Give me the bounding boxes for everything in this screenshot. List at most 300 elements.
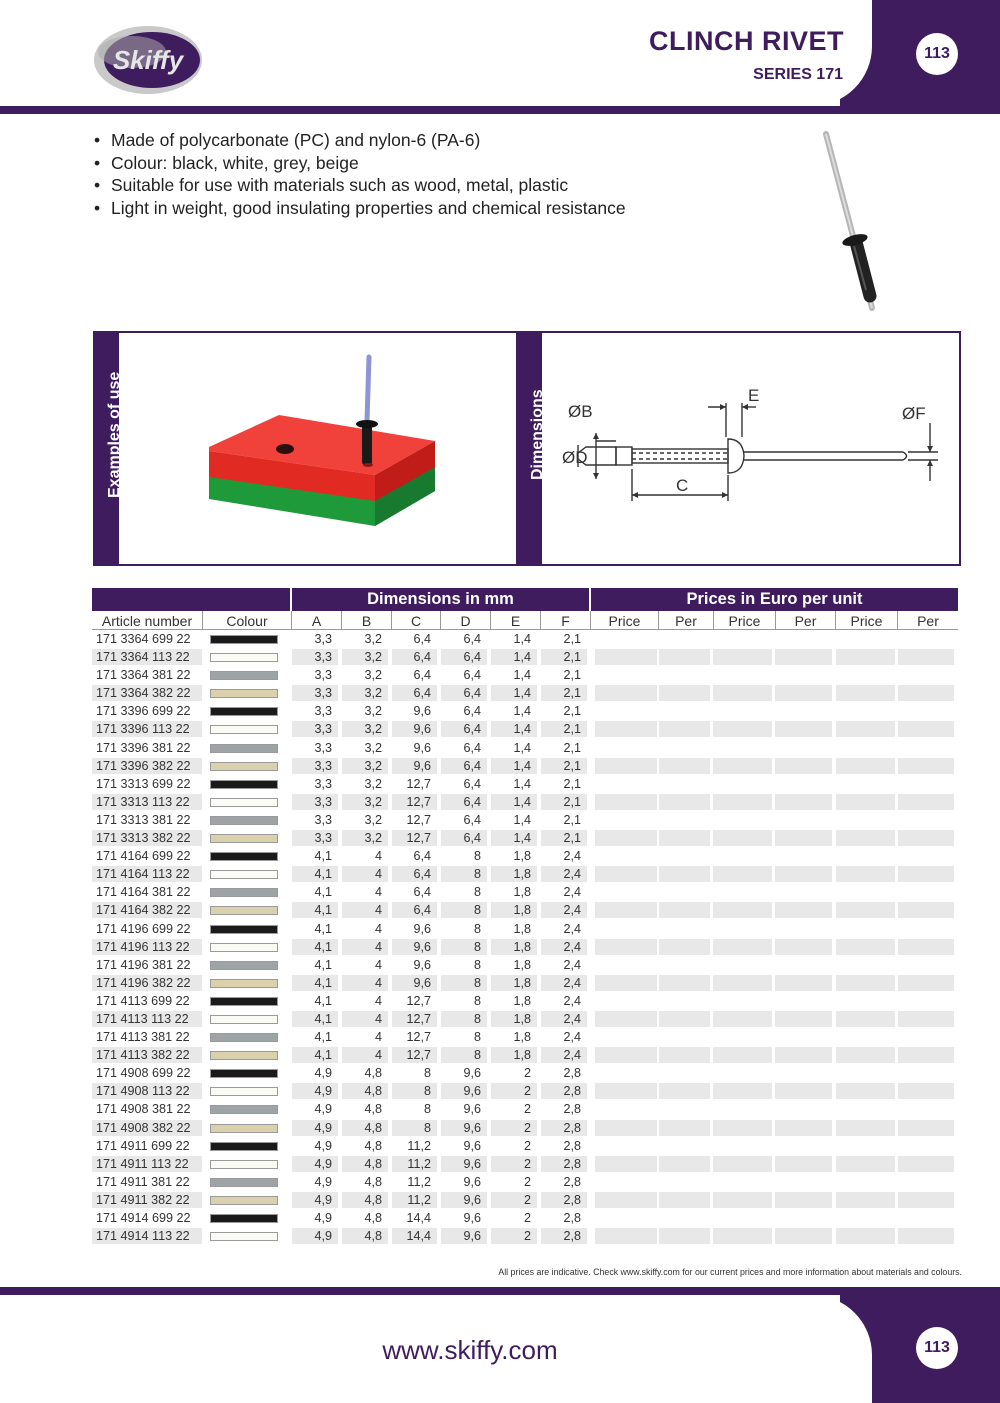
cell-d: 6,4 bbox=[441, 812, 487, 828]
cell-price bbox=[898, 921, 954, 937]
cell-price bbox=[775, 812, 832, 828]
cell-price bbox=[659, 649, 710, 665]
cell-e: 2 bbox=[491, 1065, 537, 1081]
cell-e: 2 bbox=[491, 1120, 537, 1136]
cell-price bbox=[595, 1228, 657, 1244]
cell-b: 4,8 bbox=[342, 1174, 388, 1190]
cell-colour bbox=[204, 957, 286, 973]
cell-price bbox=[713, 1138, 772, 1154]
website-link[interactable]: www.skiffy.com bbox=[382, 1335, 558, 1365]
table-row bbox=[92, 811, 958, 829]
cell-b: 3,2 bbox=[342, 703, 388, 719]
cell-price bbox=[659, 776, 710, 792]
cell-d: 8 bbox=[441, 1029, 487, 1045]
cell-price bbox=[836, 794, 895, 810]
cell-colour bbox=[204, 939, 286, 955]
cell-price bbox=[836, 740, 895, 756]
cell-price bbox=[898, 1228, 954, 1244]
cell-colour bbox=[204, 1138, 286, 1154]
cell-price bbox=[659, 1174, 710, 1190]
cell-price bbox=[775, 884, 832, 900]
cell-article-number: 171 4196 699 22 bbox=[92, 921, 202, 937]
cell-price bbox=[775, 1101, 832, 1117]
cell-price bbox=[595, 830, 657, 846]
cell-article-number: 171 4908 382 22 bbox=[92, 1120, 202, 1136]
cell-price bbox=[659, 758, 710, 774]
cell-price bbox=[713, 667, 772, 683]
cell-price bbox=[775, 866, 832, 882]
cell-f: 2,1 bbox=[541, 649, 587, 665]
cell-price bbox=[595, 703, 657, 719]
cell-price bbox=[898, 975, 954, 991]
cell-price bbox=[713, 884, 772, 900]
cell-price bbox=[898, 939, 954, 955]
cell-price bbox=[659, 1192, 710, 1208]
cell-price bbox=[775, 685, 832, 701]
table-row bbox=[92, 1173, 958, 1191]
cell-colour bbox=[204, 1210, 286, 1226]
colour-swatch-beige bbox=[210, 1051, 278, 1060]
cell-e: 2 bbox=[491, 1101, 537, 1117]
cell-price bbox=[659, 921, 710, 937]
cell-e: 1,8 bbox=[491, 921, 537, 937]
cell-price bbox=[659, 1138, 710, 1154]
colour-swatch-black bbox=[210, 1142, 278, 1151]
cell-price bbox=[775, 631, 832, 647]
cell-article-number: 171 4164 382 22 bbox=[92, 902, 202, 918]
cell-price bbox=[595, 667, 657, 683]
colour-swatch-grey bbox=[210, 744, 278, 753]
svg-text:Skiffy: Skiffy bbox=[112, 45, 184, 75]
col-price-2: Price bbox=[714, 611, 776, 630]
cell-price bbox=[836, 993, 895, 1009]
cell-e: 1,8 bbox=[491, 993, 537, 1009]
cell-price bbox=[775, 1228, 832, 1244]
cell-d: 6,4 bbox=[441, 776, 487, 792]
cell-price bbox=[595, 848, 657, 864]
svg-text:ØD: ØD bbox=[562, 448, 588, 467]
cell-price bbox=[836, 1138, 895, 1154]
cell-price bbox=[713, 902, 772, 918]
cell-price bbox=[659, 1029, 710, 1045]
cell-price bbox=[659, 1083, 710, 1099]
cell-price bbox=[713, 758, 772, 774]
page-subtitle: SERIES 171 bbox=[753, 66, 843, 83]
cell-e: 1,8 bbox=[491, 866, 537, 882]
cell-price bbox=[775, 740, 832, 756]
cell-price bbox=[836, 939, 895, 955]
cell-price bbox=[713, 957, 772, 973]
table-row bbox=[92, 757, 958, 775]
cell-f: 2,1 bbox=[541, 740, 587, 756]
cell-price bbox=[836, 1101, 895, 1117]
cell-colour bbox=[204, 884, 286, 900]
cell-f: 2,4 bbox=[541, 866, 587, 882]
cell-d: 6,4 bbox=[441, 703, 487, 719]
table-row bbox=[92, 684, 958, 702]
cell-d: 8 bbox=[441, 939, 487, 955]
cell-c: 12,7 bbox=[392, 830, 437, 846]
cell-price bbox=[898, 884, 954, 900]
col-per-3: Per bbox=[917, 612, 939, 629]
cell-price bbox=[659, 866, 710, 882]
colour-swatch-white bbox=[210, 870, 278, 879]
cell-f: 2,4 bbox=[541, 848, 587, 864]
cell-price bbox=[775, 1156, 832, 1172]
cell-price bbox=[595, 921, 657, 937]
cell-f: 2,4 bbox=[541, 939, 587, 955]
col-d: D bbox=[441, 611, 491, 630]
cell-d: 9,6 bbox=[441, 1101, 487, 1117]
svg-text:E: E bbox=[748, 386, 760, 405]
cell-price bbox=[595, 1210, 657, 1226]
cell-f: 2,8 bbox=[541, 1174, 587, 1190]
cell-colour bbox=[204, 685, 286, 701]
cell-f: 2,4 bbox=[541, 1047, 587, 1063]
cell-price bbox=[836, 1156, 895, 1172]
cell-f: 2,4 bbox=[541, 1011, 587, 1027]
rivet-photo bbox=[820, 130, 890, 316]
table-row bbox=[92, 938, 958, 956]
cell-article-number: 171 4908 699 22 bbox=[92, 1065, 202, 1081]
cell-d: 9,6 bbox=[441, 1138, 487, 1154]
cell-price bbox=[898, 667, 954, 683]
cell-colour bbox=[204, 631, 286, 647]
table-row bbox=[92, 974, 958, 992]
col-f: F bbox=[541, 611, 591, 630]
cell-price bbox=[836, 812, 895, 828]
cell-a: 4,9 bbox=[292, 1083, 338, 1099]
cell-d: 8 bbox=[441, 848, 487, 864]
cell-d: 8 bbox=[441, 921, 487, 937]
table-row bbox=[92, 920, 958, 938]
cell-price bbox=[898, 812, 954, 828]
cell-e: 1,8 bbox=[491, 1029, 537, 1045]
cell-price bbox=[713, 1192, 772, 1208]
cell-c: 12,7 bbox=[392, 1047, 437, 1063]
col-per-2: Per bbox=[776, 611, 836, 630]
cell-price bbox=[595, 1156, 657, 1172]
colour-swatch-white bbox=[210, 943, 278, 952]
cell-price bbox=[595, 776, 657, 792]
cell-colour bbox=[204, 1156, 286, 1172]
cell-e: 1,8 bbox=[491, 1011, 537, 1027]
footer-page-number-badge: 113 bbox=[916, 1327, 958, 1369]
cell-a: 4,9 bbox=[292, 1210, 338, 1226]
cell-price bbox=[775, 649, 832, 665]
cell-d: 6,4 bbox=[441, 667, 487, 683]
cell-c: 9,6 bbox=[392, 975, 437, 991]
cell-a: 3,3 bbox=[292, 830, 338, 846]
cell-price bbox=[898, 1120, 954, 1136]
cell-c: 12,7 bbox=[392, 812, 437, 828]
cell-d: 6,4 bbox=[441, 685, 487, 701]
colour-swatch-grey bbox=[210, 961, 278, 970]
table-row bbox=[92, 666, 958, 684]
cell-d: 9,6 bbox=[441, 1065, 487, 1081]
cell-price bbox=[898, 649, 954, 665]
cell-price bbox=[775, 1083, 832, 1099]
cell-d: 8 bbox=[441, 884, 487, 900]
cell-a: 4,1 bbox=[292, 866, 338, 882]
cell-e: 1,8 bbox=[491, 902, 537, 918]
cell-price bbox=[836, 902, 895, 918]
cell-price bbox=[713, 740, 772, 756]
cell-article-number: 171 3396 699 22 bbox=[92, 703, 202, 719]
table-row bbox=[92, 847, 958, 865]
cell-e: 1,8 bbox=[491, 884, 537, 900]
cell-article-number: 171 4113 113 22 bbox=[92, 1011, 202, 1027]
cell-price bbox=[836, 884, 895, 900]
cell-c: 12,7 bbox=[392, 993, 437, 1009]
cell-c: 6,4 bbox=[392, 649, 437, 665]
feature-item: • Colour: black, white, grey, beige bbox=[94, 152, 626, 175]
table-row bbox=[92, 630, 958, 648]
cell-price bbox=[713, 721, 772, 737]
cell-b: 3,2 bbox=[342, 631, 388, 647]
table-row bbox=[92, 1137, 958, 1155]
cell-article-number: 171 3313 382 22 bbox=[92, 830, 202, 846]
cell-article-number: 171 4113 699 22 bbox=[92, 993, 202, 1009]
cell-colour bbox=[204, 1192, 286, 1208]
cell-e: 1,4 bbox=[491, 758, 537, 774]
cell-colour bbox=[204, 993, 286, 1009]
skiffy-logo bbox=[92, 22, 204, 98]
cell-b: 4,8 bbox=[342, 1120, 388, 1136]
cell-price bbox=[595, 1047, 657, 1063]
cell-colour bbox=[204, 848, 286, 864]
cell-article-number: 171 3313 381 22 bbox=[92, 812, 202, 828]
cell-c: 9,6 bbox=[392, 740, 437, 756]
cell-price bbox=[775, 902, 832, 918]
table-group-header bbox=[92, 588, 958, 611]
cell-price bbox=[836, 975, 895, 991]
table-row bbox=[92, 865, 958, 883]
cell-a: 4,9 bbox=[292, 1174, 338, 1190]
cell-price bbox=[898, 1210, 954, 1226]
table-row bbox=[92, 648, 958, 666]
cell-price bbox=[713, 1156, 772, 1172]
table-body bbox=[92, 630, 958, 1245]
cell-price bbox=[775, 794, 832, 810]
table-row bbox=[92, 901, 958, 919]
cell-c: 9,6 bbox=[392, 921, 437, 937]
cell-price bbox=[713, 848, 772, 864]
cell-price bbox=[775, 1192, 832, 1208]
cell-price bbox=[595, 794, 657, 810]
table-row bbox=[92, 829, 958, 847]
cell-e: 2 bbox=[491, 1138, 537, 1154]
table-row bbox=[92, 1100, 958, 1118]
cell-d: 9,6 bbox=[441, 1210, 487, 1226]
col-colour: Colour bbox=[203, 611, 292, 630]
cell-price bbox=[775, 1029, 832, 1045]
cell-price bbox=[659, 957, 710, 973]
table-row bbox=[92, 1046, 958, 1064]
cell-price bbox=[898, 1065, 954, 1081]
cell-price bbox=[659, 703, 710, 719]
cell-price bbox=[836, 721, 895, 737]
cell-price bbox=[713, 1029, 772, 1045]
cell-price bbox=[659, 1120, 710, 1136]
cell-price bbox=[595, 1138, 657, 1154]
cell-d: 6,4 bbox=[441, 794, 487, 810]
cell-price bbox=[898, 1101, 954, 1117]
table-row bbox=[92, 739, 958, 757]
colour-swatch-grey bbox=[210, 888, 278, 897]
cell-b: 4 bbox=[342, 884, 388, 900]
price-disclaimer: All prices are indicative. Check www.skiffy.com for our current prices and more information about materials and colours. bbox=[498, 1267, 962, 1277]
cell-a: 4,9 bbox=[292, 1228, 338, 1244]
cell-a: 3,3 bbox=[292, 721, 338, 737]
cell-colour bbox=[204, 667, 286, 683]
examples-label: Examples of use bbox=[106, 371, 123, 498]
cell-price bbox=[898, 703, 954, 719]
cell-a: 3,3 bbox=[292, 794, 338, 810]
cell-price bbox=[595, 939, 657, 955]
cell-a: 4,9 bbox=[292, 1120, 338, 1136]
cell-f: 2,4 bbox=[541, 1029, 587, 1045]
cell-price bbox=[898, 1083, 954, 1099]
cell-a: 4,1 bbox=[292, 939, 338, 955]
cell-colour bbox=[204, 1101, 286, 1117]
cell-price bbox=[659, 1210, 710, 1226]
cell-price bbox=[659, 902, 710, 918]
cell-colour bbox=[204, 830, 286, 846]
cell-colour bbox=[204, 1029, 286, 1045]
cell-d: 6,4 bbox=[441, 830, 487, 846]
cell-a: 4,9 bbox=[292, 1192, 338, 1208]
cell-article-number: 171 4911 699 22 bbox=[92, 1138, 202, 1154]
colour-swatch-black bbox=[210, 852, 278, 861]
cell-f: 2,1 bbox=[541, 631, 587, 647]
table-row bbox=[92, 1082, 958, 1100]
col-per-1: Per bbox=[659, 611, 714, 630]
cell-article-number: 171 4113 382 22 bbox=[92, 1047, 202, 1063]
cell-b: 4,8 bbox=[342, 1101, 388, 1117]
cell-b: 4 bbox=[342, 921, 388, 937]
dimensions-label: Dimensions bbox=[529, 389, 546, 480]
cell-price bbox=[898, 957, 954, 973]
cell-article-number: 171 3313 113 22 bbox=[92, 794, 202, 810]
cell-b: 4 bbox=[342, 975, 388, 991]
colour-swatch-beige bbox=[210, 1124, 278, 1133]
cell-d: 6,4 bbox=[441, 758, 487, 774]
cell-e: 1,8 bbox=[491, 939, 537, 955]
table-row bbox=[92, 720, 958, 738]
cell-price bbox=[713, 830, 772, 846]
cell-price bbox=[836, 957, 895, 973]
cell-e: 1,4 bbox=[491, 667, 537, 683]
col-price-1: Price bbox=[591, 611, 659, 630]
group-header-prices: Prices in Euro per unit bbox=[591, 588, 958, 611]
cell-price bbox=[775, 1138, 832, 1154]
cell-e: 1,4 bbox=[491, 649, 537, 665]
dimensions-panel bbox=[516, 331, 961, 566]
cell-price bbox=[775, 776, 832, 792]
col-price-3: Price bbox=[836, 611, 898, 630]
cell-price bbox=[775, 667, 832, 683]
col-article-number: Article number bbox=[92, 611, 203, 630]
cell-a: 4,1 bbox=[292, 921, 338, 937]
table-row bbox=[92, 1227, 958, 1245]
cell-price bbox=[713, 939, 772, 955]
cell-b: 3,2 bbox=[342, 649, 388, 665]
cell-b: 4 bbox=[342, 1029, 388, 1045]
colour-swatch-black bbox=[210, 1069, 278, 1078]
cell-article-number: 171 4911 382 22 bbox=[92, 1192, 202, 1208]
colour-swatch-beige bbox=[210, 1196, 278, 1205]
cell-a: 3,3 bbox=[292, 758, 338, 774]
cell-price bbox=[595, 902, 657, 918]
cell-price bbox=[713, 1101, 772, 1117]
cell-price bbox=[595, 812, 657, 828]
cell-colour bbox=[204, 921, 286, 937]
table-row bbox=[92, 883, 958, 901]
cell-price bbox=[713, 921, 772, 937]
cell-b: 4,8 bbox=[342, 1210, 388, 1226]
cell-price bbox=[898, 794, 954, 810]
cell-price bbox=[775, 1011, 832, 1027]
cell-article-number: 171 4196 381 22 bbox=[92, 957, 202, 973]
cell-price bbox=[836, 1065, 895, 1081]
group-header-article bbox=[92, 588, 290, 611]
cell-price bbox=[775, 1047, 832, 1063]
cell-price bbox=[713, 1120, 772, 1136]
cell-price bbox=[836, 1174, 895, 1190]
cell-price bbox=[836, 703, 895, 719]
cell-f: 2,4 bbox=[541, 884, 587, 900]
cell-article-number: 171 4164 113 22 bbox=[92, 866, 202, 882]
cell-price bbox=[659, 1156, 710, 1172]
cell-d: 8 bbox=[441, 957, 487, 973]
examples-panel bbox=[93, 331, 518, 566]
cell-b: 4 bbox=[342, 993, 388, 1009]
table-row bbox=[92, 1064, 958, 1082]
cell-colour bbox=[204, 1083, 286, 1099]
cell-a: 4,9 bbox=[292, 1101, 338, 1117]
cell-price bbox=[713, 993, 772, 1009]
cell-price bbox=[898, 1174, 954, 1190]
cell-c: 6,4 bbox=[392, 848, 437, 864]
dimensions-tab bbox=[518, 333, 546, 564]
cell-f: 2,8 bbox=[541, 1210, 587, 1226]
cell-a: 3,3 bbox=[292, 740, 338, 756]
page-number-badge: 113 bbox=[916, 33, 958, 75]
cell-c: 8 bbox=[392, 1101, 437, 1117]
cell-price bbox=[836, 1228, 895, 1244]
cell-a: 3,3 bbox=[292, 667, 338, 683]
cell-b: 4,8 bbox=[342, 1138, 388, 1154]
cell-a: 4,1 bbox=[292, 975, 338, 991]
cell-f: 2,8 bbox=[541, 1120, 587, 1136]
cell-price bbox=[898, 866, 954, 882]
cell-a: 4,9 bbox=[292, 1138, 338, 1154]
cell-colour bbox=[204, 1174, 286, 1190]
cell-price bbox=[595, 975, 657, 991]
cell-price bbox=[595, 1120, 657, 1136]
cell-article-number: 171 3364 699 22 bbox=[92, 631, 202, 647]
cell-a: 3,3 bbox=[292, 703, 338, 719]
cell-price bbox=[836, 1120, 895, 1136]
table-column-header bbox=[92, 611, 958, 630]
cell-article-number: 171 4164 699 22 bbox=[92, 848, 202, 864]
cell-price bbox=[775, 957, 832, 973]
cell-price bbox=[836, 1083, 895, 1099]
cell-c: 6,4 bbox=[392, 884, 437, 900]
cell-price bbox=[713, 649, 772, 665]
cell-price bbox=[775, 721, 832, 737]
